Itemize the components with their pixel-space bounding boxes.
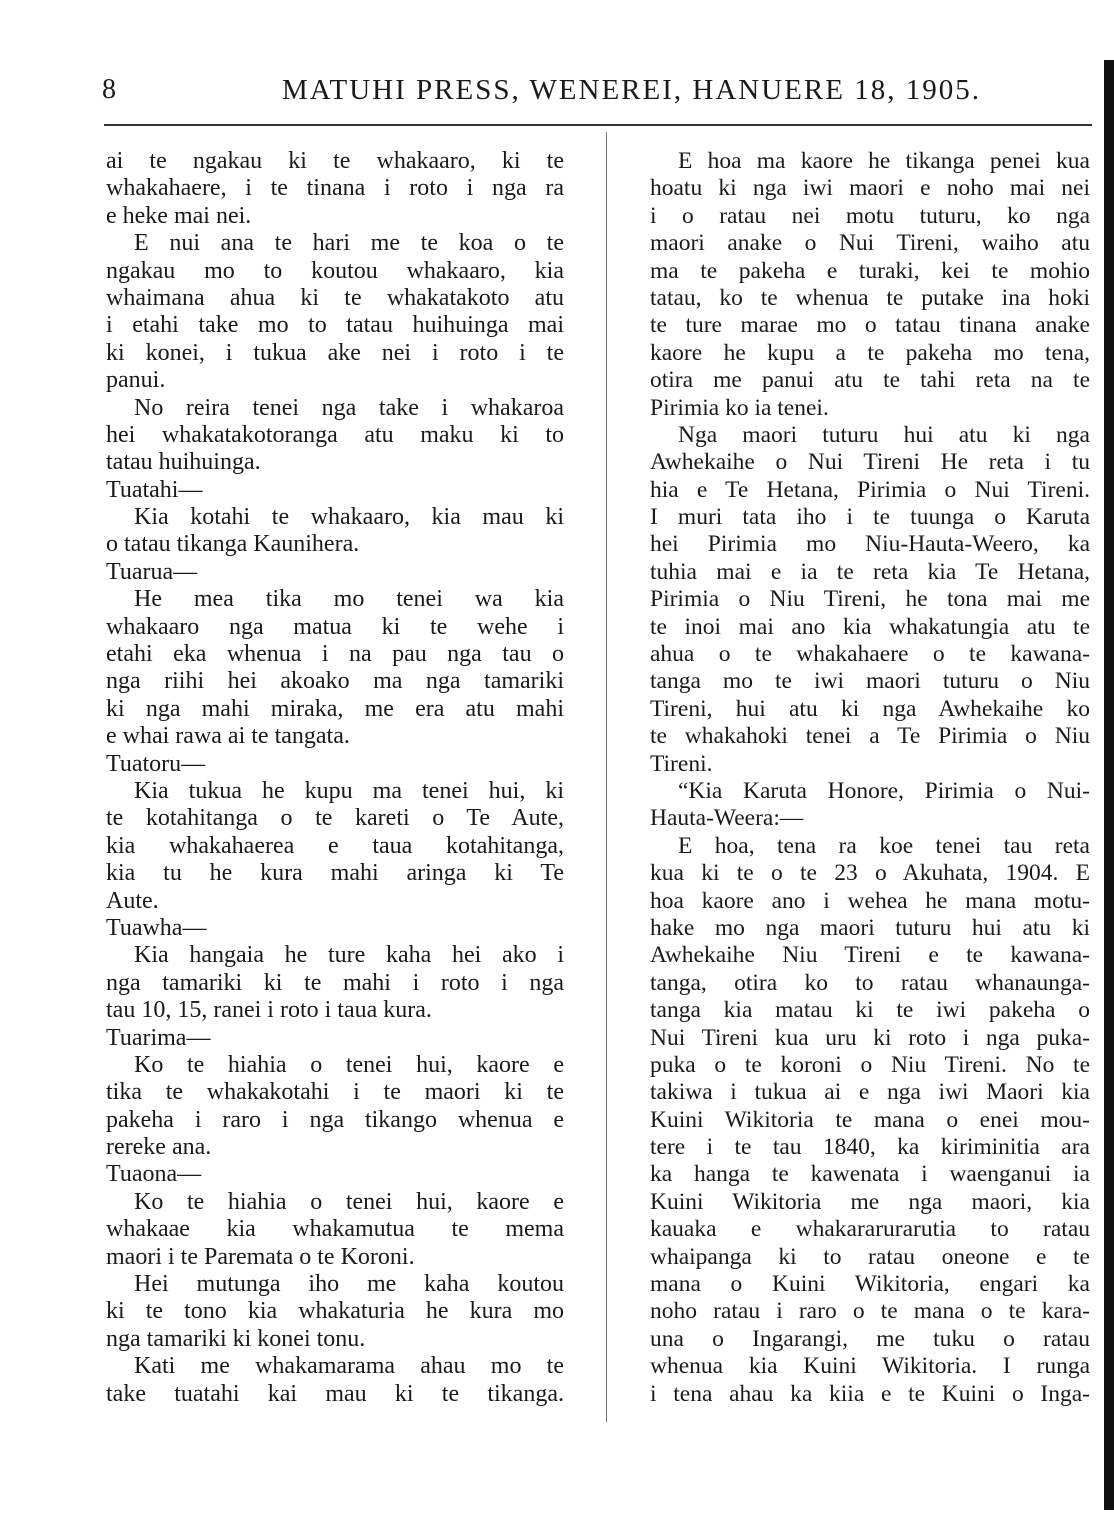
text-line: otira me panui atu te tahi reta na te xyxy=(650,367,1090,394)
text-line: Pirimia ko ia tenei. xyxy=(650,394,829,421)
text-line: etahi eka whenua i na pau nga tau o xyxy=(106,641,564,668)
text-line: ngakau mo to koutou whakaaro, kia xyxy=(106,257,564,284)
text-line: kaore he kupu a te pakeha mo tena, xyxy=(650,339,1090,366)
text-line: Ko te hiahia o tenei hui, kaore e xyxy=(134,1188,564,1215)
text-line: kia tu he kura mahi aringa ki Te xyxy=(106,860,564,887)
text-line: e whai rawa ai te tangata. xyxy=(106,723,350,750)
text-line: Pirimia o Niu Tireni, he tona mai me xyxy=(650,586,1090,613)
text-line: whakahaere, i te tinana i roto i nga ra xyxy=(106,175,564,202)
text-line: e heke mai nei. xyxy=(106,202,252,229)
text-line: ki nga mahi miraka, me era atu mahi xyxy=(106,695,564,722)
section-heading: Tuawha— xyxy=(106,914,207,941)
text-line: Nga maori tuturu hui atu ki nga xyxy=(678,421,1090,448)
column-divider xyxy=(606,132,607,1422)
text-line: Kia tukua he kupu ma tenei hui, ki xyxy=(134,777,564,804)
text-line: kauaka e whakararurarutia to ratau xyxy=(650,1216,1090,1243)
text-line: Hauta-Weera:— xyxy=(650,805,804,832)
text-line: tau 10, 15, ranei i roto i taua kura. xyxy=(106,997,432,1024)
text-line: Awhekaihe o Nui Tireni He reta i tu xyxy=(650,449,1090,476)
text-line: ka hanga te kawenata i waenganui ia xyxy=(650,1161,1090,1188)
page-edge-shadow xyxy=(1104,60,1114,1510)
page-number: 8 xyxy=(102,74,116,105)
text-line: whakaae kia whakamutua te mema xyxy=(106,1216,564,1243)
text-line: whaipanga ki to ratau oneone e te xyxy=(650,1243,1090,1270)
text-line: Tireni, hui atu ki nga Awhekaihe ko xyxy=(650,695,1090,722)
text-line: ai te ngakau ki te whakaaro, ki te xyxy=(106,148,564,174)
text-line: nga tamariki ki te mahi i roto i nga xyxy=(106,969,564,996)
text-line: hia e Te Hetana, Pirimia o Nui Tireni. xyxy=(650,476,1090,503)
text-line: tanga mo te iwi maori tuturu o Niu xyxy=(650,668,1090,695)
text-line: ma te pakeha e turaki, kei te mohio xyxy=(650,257,1090,284)
text-line: kia whakahaerea e taua kotahitanga, xyxy=(106,832,564,859)
text-line: tuhia mai e ia te reta kia Te Hetana, xyxy=(650,558,1090,585)
text-line: Kuini Wikitoria me nga maori, kia xyxy=(650,1188,1090,1215)
text-line: hei Pirimia mo Niu-Hauta-Weero, ka xyxy=(650,531,1090,558)
text-line: ki te tono kia whakaturia he kura mo xyxy=(106,1298,564,1325)
text-line: i o ratau nei motu tuturu, ko nga xyxy=(650,202,1090,229)
text-line: mana o Kuini Wikitoria, engari ka xyxy=(650,1271,1090,1298)
text-line: rereke ana. xyxy=(106,1134,212,1161)
text-line: hoa kaore ano i wehea he mana motu- xyxy=(650,887,1090,914)
text-line: maori anake o Nui Tireni, waiho atu xyxy=(650,230,1090,257)
page-header xyxy=(102,74,1002,114)
text-line: hoatu ki nga iwi maori e noho mai nei xyxy=(650,175,1090,202)
section-heading: Tuatoru— xyxy=(106,750,206,777)
text-line: No reira tenei nga take i whakaroa xyxy=(134,394,564,421)
header-rule xyxy=(104,124,1092,126)
text-line: te whakahoki tenei a Te Pirimia o Niu xyxy=(650,723,1090,750)
masthead-title: MATUHI PRESS, WENEREI, HANUERE 18, 1905. xyxy=(282,74,981,106)
text-line: Hei mutunga iho me kaha koutou xyxy=(134,1271,564,1298)
text-line: whaimana ahua ki te whakatakoto atu xyxy=(106,284,564,311)
text-line: Tireni. xyxy=(650,750,713,777)
text-line: whakaaro nga matua ki te wehe i xyxy=(106,613,564,640)
text-line: I muri tata iho i te tuunga o Karuta xyxy=(650,504,1090,531)
text-line: Aute. xyxy=(106,887,159,914)
text-line: tere i te tau 1840, ka kiriminitia ara xyxy=(650,1134,1090,1161)
text-line: tanga kia matau ki te iwi pakeha o xyxy=(650,997,1090,1024)
text-line: nga riihi hei akoako ma nga tamariki xyxy=(106,668,564,695)
text-line: te kotahitanga o te kareti o Te Aute, xyxy=(106,805,564,832)
text-line: noho ratau i raro o te mana o te kara- xyxy=(650,1298,1090,1325)
text-line: Awhekaihe Niu Tireni e te kawana- xyxy=(650,942,1090,969)
text-line: tanga, otira ko to ratau whanaunga- xyxy=(650,969,1090,996)
text-line: tatau huihuinga. xyxy=(106,449,261,476)
section-heading: Tuatahi— xyxy=(106,476,203,503)
text-line: tika te whakakotahi i te maori ki te xyxy=(106,1079,564,1106)
text-line: He mea tika mo tenei wa kia xyxy=(134,586,564,613)
text-line: hake mo nga maori tuturu hui atu ki xyxy=(650,914,1090,941)
text-line: Kati me whakamarama ahau mo te xyxy=(134,1353,564,1380)
text-line: kua ki te o te 23 o Akuhata, 1904. E xyxy=(650,860,1090,887)
text-line: ki konei, i tukua ake nei i roto i te xyxy=(106,339,564,366)
section-heading: Tuarua— xyxy=(106,558,198,585)
right-column xyxy=(650,148,1090,1408)
text-line: maori i te Paremata o te Koroni. xyxy=(106,1243,415,1270)
text-line: hei whakatakotoranga atu maku ki to xyxy=(106,421,564,448)
text-line: i tena ahau ka kiia e te Kuini o Inga- xyxy=(650,1380,1090,1407)
text-line: Ko te hiahia o tenei hui, kaore e xyxy=(134,1051,564,1078)
text-line: takiwa i tukua ai e nga iwi Maori kia xyxy=(650,1079,1090,1106)
text-line: take tuatahi kai mau ki te tikanga. xyxy=(106,1380,564,1407)
text-line: E hoa ma kaore he tikanga penei kua xyxy=(678,148,1090,174)
section-heading: Tuarima— xyxy=(106,1024,211,1051)
text-line: i etahi take mo to tatau huihuinga mai xyxy=(106,312,564,339)
section-heading: Tuaona— xyxy=(106,1161,202,1188)
text-line: puka o te koroni o Niu Tireni. No te xyxy=(650,1051,1090,1078)
left-column xyxy=(106,148,564,1408)
text-line: whenua kia Kuini Wikitoria. I runga xyxy=(650,1353,1090,1380)
text-line: te ture marae mo o tatau tinana anake xyxy=(650,312,1090,339)
text-line: pakeha i raro i nga tikango whenua e xyxy=(106,1106,564,1133)
text-line: nga tamariki ki konei tonu. xyxy=(106,1325,366,1352)
text-line: Kia kotahi te whakaaro, kia mau ki xyxy=(134,504,564,531)
text-line: panui. xyxy=(106,367,166,394)
text-line: E nui ana te hari me te koa o te xyxy=(134,230,564,257)
text-line: “Kia Karuta Honore, Pirimia o Nui- xyxy=(678,777,1090,804)
text-line: o tatau tikanga Kaunihera. xyxy=(106,531,360,558)
text-line: una o Ingarangi, me tuku o ratau xyxy=(650,1325,1090,1352)
text-line: Kuini Wikitoria te mana o enei mou- xyxy=(650,1106,1090,1133)
text-line: Kia hangaia he ture kaha hei ako i xyxy=(134,942,564,969)
text-line: tatau, ko te whenua te putake ina hoki xyxy=(650,284,1090,311)
text-line: Nui Tireni kua uru ki roto i nga puka- xyxy=(650,1024,1090,1051)
text-line: te inoi mai ano kia whakatungia atu te xyxy=(650,613,1090,640)
text-line: ahua o te whakahaere o te kawana- xyxy=(650,641,1090,668)
text-line: E hoa, tena ra koe tenei tau reta xyxy=(678,832,1090,859)
